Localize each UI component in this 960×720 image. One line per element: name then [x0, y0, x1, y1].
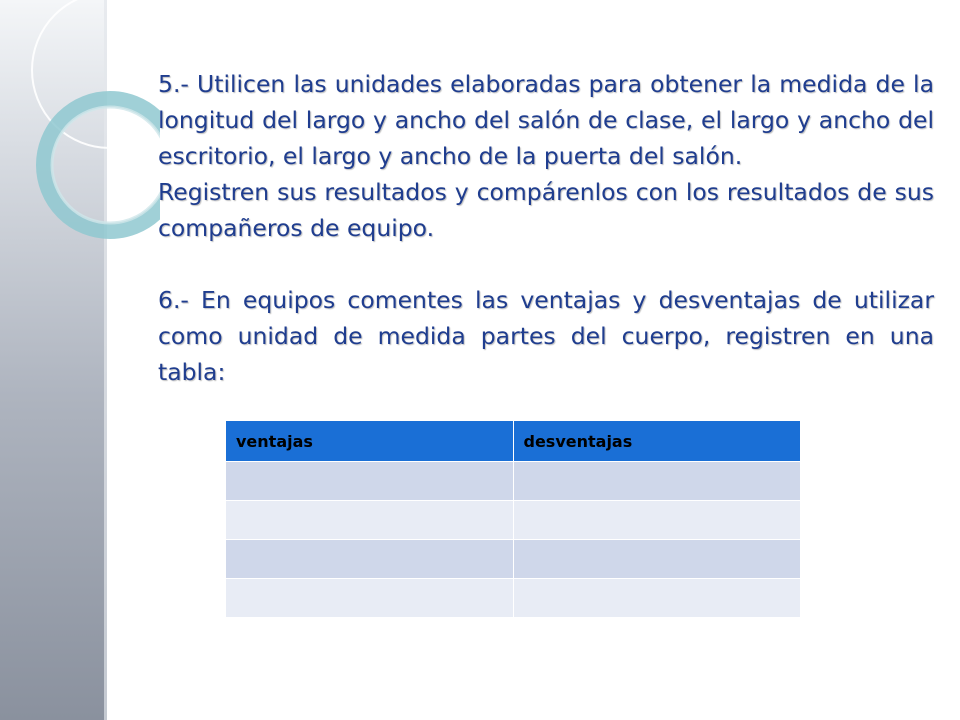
table-header-row	[226, 421, 801, 462]
table-cell[interactable]	[513, 501, 801, 540]
table-cell[interactable]	[226, 462, 514, 501]
instruction-5-record: Registren sus resultados y compárenlos con los resultados de sus compañeros de equipo.	[158, 178, 934, 242]
table-cell[interactable]	[513, 579, 801, 618]
table-row	[226, 462, 801, 501]
instruction-5: 5.- Utilicen las unidades elaboradas para obtener la medida de la longitud del largo y ancho del salón de clase, el largo y ancho del escritorio, el largo y ancho de la puerta del salón.	[158, 70, 934, 170]
advantages-table	[225, 420, 801, 618]
header-ventajas: ventajas	[226, 421, 514, 462]
table-row	[226, 540, 801, 579]
header-desventajas: desventajas	[513, 421, 801, 462]
teal-ring-inner	[52, 107, 160, 223]
table-cell[interactable]	[226, 579, 514, 618]
decorative-rings	[0, 0, 160, 260]
table-cell[interactable]	[513, 540, 801, 579]
table-row	[226, 579, 801, 618]
table-cell[interactable]	[226, 540, 514, 579]
table-row	[226, 501, 801, 540]
instruction-6: 6.- En equipos comentes las ventajas y desventajas de utilizar como unidad de medida partes del cuerpo, registren en una tabla:	[158, 286, 934, 386]
paragraph-gap	[158, 246, 934, 282]
table-cell[interactable]	[226, 501, 514, 540]
table-cell[interactable]	[513, 462, 801, 501]
slide-body	[158, 66, 934, 390]
